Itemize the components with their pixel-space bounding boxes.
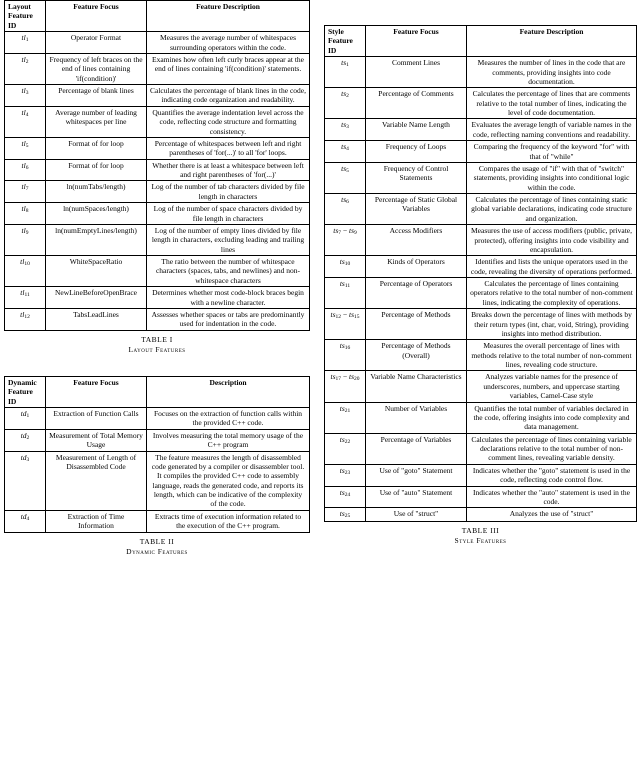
feature-id-cell: $tl_1$ xyxy=(5,32,46,54)
feature-focus-cell: Comment Lines xyxy=(366,57,467,88)
feature-description-cell: Calculates the percentage of lines containing static global variable declarations, indicating code structure and organization. xyxy=(467,194,637,225)
table-row xyxy=(325,225,637,256)
feature-id-cell: $ts_{22}$ xyxy=(325,433,366,464)
feature-focus-cell: Frequency of Control Statements xyxy=(366,162,467,193)
feature-description-cell: The ratio between the number of whitespace characters (spaces, tabs, and newlines) and non-whitespace characters xyxy=(147,256,310,287)
dynamic-features-table xyxy=(4,376,310,533)
table-row xyxy=(325,309,637,340)
feature-description-cell: Compares the usage of "if" with that of "switch" statements, providing insights into conditional logic within the code. xyxy=(467,162,637,193)
feature-focus-cell: Percentage of Comments xyxy=(366,88,467,119)
left-column xyxy=(4,0,310,566)
header-row xyxy=(5,1,310,32)
feature-id-cell: $tl_2$ xyxy=(5,53,46,84)
feature-id-cell: $tl_{12}$ xyxy=(5,308,46,330)
feature-description-cell: Indicates whether the "goto" statement is used in the code, reflecting code control flow. xyxy=(467,464,637,486)
feature-description-cell: Calculates the percentage of lines containing variable declarations relative to the total number of non-comment lines, revealing variable density. xyxy=(467,433,637,464)
feature-description-cell: Examines how often left curly braces appear at the end of lines containing 'if(condition)' statements. xyxy=(147,53,310,84)
table-row xyxy=(325,119,637,141)
feature-id-cell: $ts_{17} - ts_{20}$ xyxy=(325,371,366,402)
feature-description-cell: Determines whether most code-block braces begin with a newline character. xyxy=(147,287,310,309)
caption-number: TABLE I xyxy=(141,334,173,344)
column-header: Description xyxy=(147,376,310,407)
feature-focus-cell: Use of "struct" xyxy=(366,508,467,522)
feature-id-cell: $ts_{12} - ts_{15}$ xyxy=(325,309,366,340)
table-row xyxy=(5,451,310,510)
feature-id-cell: $tl_5$ xyxy=(5,137,46,159)
right-column xyxy=(324,0,637,555)
feature-description-cell: Assesses whether spaces or tabs are predominantly used for indentation in the code. xyxy=(147,308,310,330)
feature-id-cell: $ts_{16}$ xyxy=(325,340,366,371)
table-row xyxy=(5,53,310,84)
caption-title: Dynamic Features xyxy=(126,546,188,556)
feature-id-cell: $tl_{10}$ xyxy=(5,256,46,287)
feature-focus-cell: Kinds of Operators xyxy=(366,256,467,278)
feature-description-cell: Extracts time of execution information related to the execution of the C++ program. xyxy=(147,510,310,532)
table-row xyxy=(325,340,637,371)
feature-description-cell: Measures the overall percentage of lines with methods relative to the total number of non-comment lines, revealing code structure. xyxy=(467,340,637,371)
feature-focus-cell: Variable Name Characteristics xyxy=(366,371,467,402)
feature-id-cell: $tl_7$ xyxy=(5,181,46,203)
column-header: Feature Description xyxy=(467,26,637,57)
feature-description-cell: Log of the number of tab characters divided by file length in characters xyxy=(147,181,310,203)
caption-number: TABLE II xyxy=(139,536,175,546)
table-row xyxy=(325,402,637,433)
feature-focus-cell: Percentage of Operators xyxy=(366,278,467,309)
feature-focus-cell: ln(numSpaces/length) xyxy=(46,203,147,225)
feature-id-cell: $ts_4$ xyxy=(325,141,366,163)
table-row xyxy=(5,137,310,159)
feature-id-cell: $tl_8$ xyxy=(5,203,46,225)
feature-focus-cell: Extraction of Function Calls xyxy=(46,408,147,430)
feature-id-cell: $ts_6$ xyxy=(325,194,366,225)
feature-description-cell: Quantifies the total number of variables declared in the code, offering insights into code complexity and data management. xyxy=(467,402,637,433)
table-row xyxy=(325,486,637,508)
table-row xyxy=(325,433,637,464)
feature-focus-cell: Number of Variables xyxy=(366,402,467,433)
column-header: Layout Feature ID xyxy=(5,1,46,32)
feature-id-cell: $ts_2$ xyxy=(325,88,366,119)
feature-description-cell: Focuses on the extraction of function calls within the provided C++ code. xyxy=(147,408,310,430)
table-row xyxy=(325,278,637,309)
feature-description-cell: Measures the use of access modifiers (public, private, protected), offering insights into code visibility and encapsulation. xyxy=(467,225,637,256)
feature-focus-cell: Average number of leading whitespaces per line xyxy=(46,106,147,137)
feature-description-cell: Comparing the frequency of the keyword "for" with that of "while" xyxy=(467,141,637,163)
table-row xyxy=(5,224,310,255)
table-row xyxy=(325,88,637,119)
feature-id-cell: $ts_{24}$ xyxy=(325,486,366,508)
feature-description-cell: Analyzes the use of "struct" xyxy=(467,508,637,522)
feature-description-cell: Calculates the percentage of blank lines in the code, indicating code organization and readability. xyxy=(147,85,310,107)
feature-id-cell: $td_3$ xyxy=(5,451,46,510)
feature-id-cell: $tl_{11}$ xyxy=(5,287,46,309)
column-header: Feature Focus xyxy=(46,376,147,407)
feature-focus-cell: Variable Name Length xyxy=(366,119,467,141)
table-row xyxy=(325,194,637,225)
feature-id-cell: $ts_7 - ts_9$ xyxy=(325,225,366,256)
feature-description-cell: Percentage of whitespaces between left and right parentheses of 'for(...)' to all 'for' loops. xyxy=(147,137,310,159)
column-header: Feature Focus xyxy=(366,26,467,57)
feature-description-cell: Involves measuring the total memory usage of the C++ program xyxy=(147,429,310,451)
caption-title: Style Features xyxy=(454,536,507,546)
feature-focus-cell: Percentage of Variables xyxy=(366,433,467,464)
style-features-table xyxy=(324,25,637,522)
feature-id-cell: $ts_3$ xyxy=(325,119,366,141)
column-header: Dynamic Feature ID xyxy=(5,376,46,407)
caption-number: TABLE III xyxy=(461,526,500,536)
feature-id-cell: $tl_3$ xyxy=(5,85,46,107)
feature-id-cell: $ts_{10}$ xyxy=(325,256,366,278)
table-row xyxy=(325,57,637,88)
feature-focus-cell: ln(numTabs/length) xyxy=(46,181,147,203)
feature-description-cell: Quantifies the average indentation level across the code, reflecting code structure and formatting consistency. xyxy=(147,106,310,137)
feature-id-cell: $ts_5$ xyxy=(325,162,366,193)
feature-focus-cell: Measurement of Total Memory Usage xyxy=(46,429,147,451)
column-header: Feature Description xyxy=(147,1,310,32)
feature-focus-cell: TabsLeadLines xyxy=(46,308,147,330)
table-row xyxy=(5,159,310,181)
feature-focus-cell: NewLineBeforeOpenBrace xyxy=(46,287,147,309)
feature-description-cell: Analyzes variable names for the presence of underscores, numbers, and uppercase starting variables, Camel-Case style xyxy=(467,371,637,402)
feature-focus-cell: Percentage of Methods xyxy=(366,309,467,340)
feature-description-cell: Identifies and lists the unique operators used in the code, revealing the diversity of operations performed. xyxy=(467,256,637,278)
feature-focus-cell: Percentage of Static Global Variables xyxy=(366,194,467,225)
feature-description-cell: Measures the average number of whitespaces surrounding operators within the code. xyxy=(147,32,310,54)
feature-id-cell: $ts_{23}$ xyxy=(325,464,366,486)
feature-id-cell: $ts_{25}$ xyxy=(325,508,366,522)
table-row xyxy=(5,256,310,287)
feature-description-cell: Indicates whether the "auto" statement is used in the code. xyxy=(467,486,637,508)
feature-description-cell: Evaluates the average length of variable names in the code, reflecting naming conventions and readability. xyxy=(467,119,637,141)
table-row xyxy=(325,371,637,402)
feature-description-cell: The feature measures the length of disassembled code generated by a compiler or disassembler tool. It compiles the provided C++ code to assembly language, reads the generated code, and reports its length, which can be indicative of the complexity of the code. xyxy=(147,451,310,510)
table-row xyxy=(325,162,637,193)
header-row xyxy=(325,26,637,57)
table-row xyxy=(5,510,310,532)
feature-focus-cell: Percentage of Methods (Overall) xyxy=(366,340,467,371)
table-row xyxy=(5,203,310,225)
table-row xyxy=(325,508,637,522)
feature-description-cell: Breaks down the percentage of lines with methods by their return types (int, char, void, String), providing insights into method distribution. xyxy=(467,309,637,340)
feature-id-cell: $td_1$ xyxy=(5,408,46,430)
feature-focus-cell: WhiteSpaceRatio xyxy=(46,256,147,287)
column-header: Style Feature ID xyxy=(325,26,366,57)
feature-focus-cell: Extraction of Time Information xyxy=(46,510,147,532)
table-caption-style xyxy=(324,526,637,546)
table-row xyxy=(325,256,637,278)
feature-focus-cell: Frequency of Loops xyxy=(366,141,467,163)
caption-title: Layout Features xyxy=(128,344,186,354)
feature-focus-cell: Operator Format xyxy=(46,32,147,54)
feature-focus-cell: Format of for loop xyxy=(46,159,147,181)
table-row xyxy=(5,308,310,330)
column-header: Feature Focus xyxy=(46,1,147,32)
feature-id-cell: $td_2$ xyxy=(5,429,46,451)
feature-description-cell: Log of the number of empty lines divided by file length in characters, excluding leading and trailing lines xyxy=(147,224,310,255)
feature-id-cell: $tl_6$ xyxy=(5,159,46,181)
feature-focus-cell: Use of "goto" Statement xyxy=(366,464,467,486)
table-row xyxy=(325,464,637,486)
feature-focus-cell: Use of "auto" Statement xyxy=(366,486,467,508)
table-caption-dynamic xyxy=(4,537,310,557)
feature-focus-cell: Access Modifiers xyxy=(366,225,467,256)
table-row xyxy=(325,141,637,163)
table-row xyxy=(5,106,310,137)
feature-description-cell: Calculates the percentage of lines that are comments relative to the total number of lines, indicating the level of code documentation. xyxy=(467,88,637,119)
feature-id-cell: $ts_1$ xyxy=(325,57,366,88)
feature-id-cell: $tl_4$ xyxy=(5,106,46,137)
table-row xyxy=(5,408,310,430)
table-row xyxy=(5,85,310,107)
table-row xyxy=(5,429,310,451)
feature-description-cell: Whether there is at least a whitespace between left and right parentheses of 'for(...)' xyxy=(147,159,310,181)
feature-id-cell: $tl_9$ xyxy=(5,224,46,255)
table-row xyxy=(5,32,310,54)
feature-focus-cell: ln(numEmptyLines/length) xyxy=(46,224,147,255)
feature-focus-cell: Percentage of blank lines xyxy=(46,85,147,107)
feature-id-cell: $td_4$ xyxy=(5,510,46,532)
feature-description-cell: Log of the number of space characters divided by file length in characters xyxy=(147,203,310,225)
feature-focus-cell: Frequency of left braces on the end of lines containing 'if(condition)' xyxy=(46,53,147,84)
table-caption-layout xyxy=(4,335,310,355)
feature-description-cell: Calculates the percentage of lines containing operators relative to the total number of non-comment lines, indicating the complexity of operations. xyxy=(467,278,637,309)
feature-focus-cell: Format of for loop xyxy=(46,137,147,159)
feature-focus-cell: Measurement of Length of Disassembled Code xyxy=(46,451,147,510)
feature-id-cell: $ts_{21}$ xyxy=(325,402,366,433)
header-row xyxy=(5,376,310,407)
layout-features-table xyxy=(4,0,310,331)
table-row xyxy=(5,287,310,309)
feature-description-cell: Measures the number of lines in the code that are comments, providing insights into code documentation. xyxy=(467,57,637,88)
spacer xyxy=(4,364,310,376)
feature-id-cell: $ts_{11}$ xyxy=(325,278,366,309)
table-row xyxy=(5,181,310,203)
